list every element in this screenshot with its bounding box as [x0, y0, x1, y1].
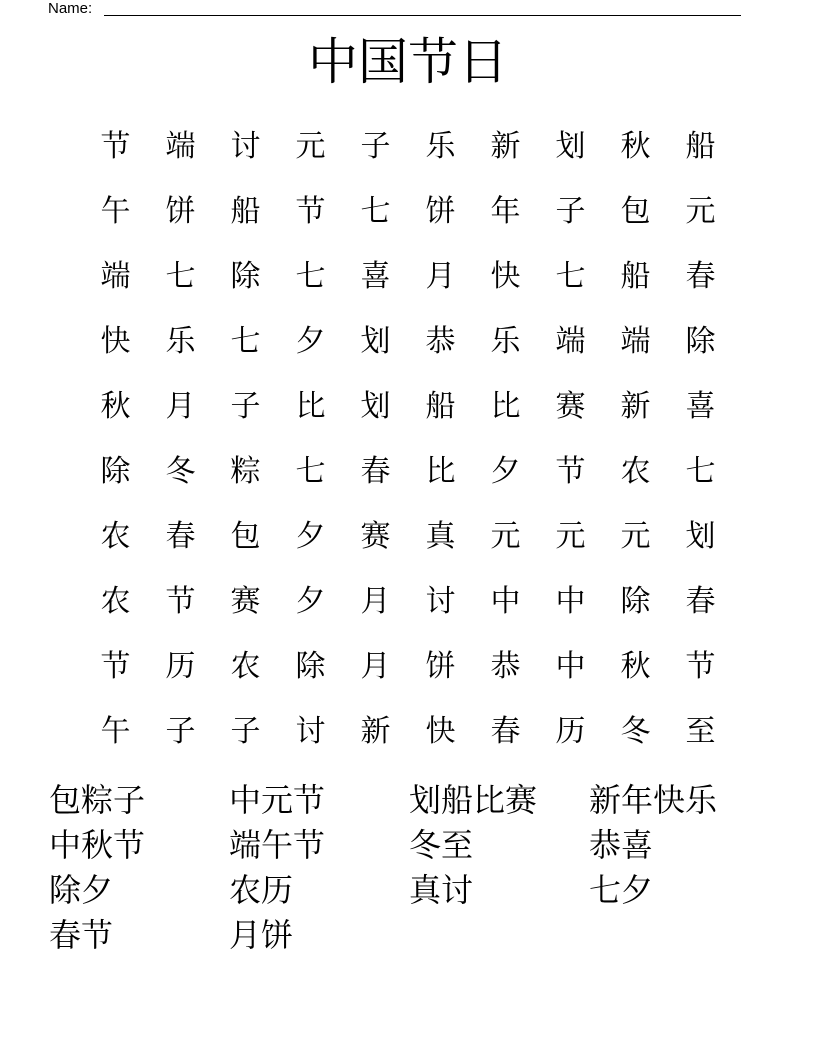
grid-cell[interactable]: 春	[685, 583, 716, 619]
grid-cell[interactable]: 除	[230, 258, 261, 294]
word-list-item: 端午节	[229, 826, 326, 864]
grid-cell[interactable]: 年	[490, 193, 521, 229]
grid-cell[interactable]: 节	[165, 583, 196, 619]
grid-cell[interactable]: 讨	[425, 583, 456, 619]
grid-cell[interactable]: 除	[620, 583, 651, 619]
grid-cell[interactable]: 冬	[165, 453, 196, 489]
word-list	[49, 778, 769, 958]
grid-cell[interactable]: 节	[100, 648, 131, 684]
grid-cell[interactable]: 至	[685, 713, 716, 749]
grid-cell[interactable]: 赛	[555, 388, 586, 424]
page-title: 中国节日	[308, 33, 508, 91]
grid-cell[interactable]: 乐	[165, 323, 196, 359]
grid-cell[interactable]: 元	[685, 193, 716, 229]
grid-cell[interactable]: 秋	[100, 388, 131, 424]
grid-cell[interactable]: 饼	[165, 193, 196, 229]
grid-cell[interactable]: 七	[230, 323, 261, 359]
grid-cell[interactable]: 船	[230, 193, 261, 229]
word-list-item: 包粽子	[49, 781, 146, 819]
grid-cell[interactable]: 七	[555, 258, 586, 294]
grid-cell[interactable]: 讨	[295, 713, 326, 749]
grid-cell[interactable]: 元	[620, 518, 651, 554]
grid-cell[interactable]: 饼	[425, 193, 456, 229]
grid-cell[interactable]: 月	[360, 648, 391, 684]
grid-cell[interactable]: 船	[685, 128, 716, 164]
grid-cell[interactable]: 午	[100, 713, 131, 749]
grid-cell[interactable]: 七	[685, 453, 716, 489]
grid-cell[interactable]: 除	[295, 648, 326, 684]
grid-cell[interactable]: 划	[360, 323, 391, 359]
grid-cell[interactable]: 春	[165, 518, 196, 554]
word-search-grid	[83, 110, 733, 760]
grid-cell[interactable]: 船	[620, 258, 651, 294]
grid-cell[interactable]: 赛	[230, 583, 261, 619]
grid-cell[interactable]: 七	[295, 453, 326, 489]
word-list-item: 新年快乐	[589, 781, 718, 819]
grid-cell[interactable]: 月	[165, 388, 196, 424]
grid-cell[interactable]: 真	[425, 518, 456, 554]
grid-cell[interactable]: 比	[490, 388, 521, 424]
grid-cell[interactable]: 子	[230, 388, 261, 424]
grid-cell[interactable]: 月	[425, 258, 456, 294]
word-list-item: 月饼	[229, 916, 294, 954]
grid-cell[interactable]: 恭	[425, 323, 456, 359]
word-list-item: 农历	[229, 871, 294, 909]
name-write-line[interactable]	[104, 15, 741, 16]
grid-cell[interactable]: 子	[360, 128, 391, 164]
grid-cell[interactable]: 春	[685, 258, 716, 294]
grid-cell[interactable]: 秋	[620, 128, 651, 164]
word-list-item: 中元节	[229, 781, 326, 819]
grid-cell[interactable]: 除	[685, 323, 716, 359]
grid-cell[interactable]: 节	[555, 453, 586, 489]
grid-cell[interactable]: 快	[490, 258, 521, 294]
grid-cell[interactable]: 七	[165, 258, 196, 294]
grid-cell[interactable]: 端	[620, 323, 651, 359]
grid-cell[interactable]: 农	[100, 518, 131, 554]
word-list-item: 七夕	[589, 871, 654, 909]
name-label: Name:	[48, 0, 93, 17]
grid-cell[interactable]: 农	[620, 453, 651, 489]
grid-cell[interactable]: 月	[360, 583, 391, 619]
grid-cell[interactable]: 春	[360, 453, 391, 489]
grid-cell[interactable]: 历	[555, 713, 586, 749]
grid-cell[interactable]: 划	[685, 518, 716, 554]
word-list-item: 划船比赛	[409, 781, 538, 819]
grid-cell[interactable]: 快	[100, 323, 131, 359]
grid-cell[interactable]: 新	[490, 128, 521, 164]
grid-cell[interactable]: 划	[360, 388, 391, 424]
grid-cell[interactable]: 节	[100, 128, 131, 164]
word-list-item: 中秋节	[49, 826, 146, 864]
grid-cell[interactable]: 喜	[685, 388, 716, 424]
grid-cell[interactable]: 农	[230, 648, 261, 684]
grid-cell[interactable]: 秋	[620, 648, 651, 684]
grid-cell[interactable]: 历	[165, 648, 196, 684]
grid-cell[interactable]: 元	[490, 518, 521, 554]
grid-cell[interactable]: 赛	[360, 518, 391, 554]
grid-cell[interactable]: 中	[555, 583, 586, 619]
grid-cell[interactable]: 中	[490, 583, 521, 619]
grid-cell[interactable]: 七	[295, 258, 326, 294]
grid-cell[interactable]: 讨	[230, 128, 261, 164]
grid-cell[interactable]: 新	[360, 713, 391, 749]
grid-cell[interactable]: 节	[685, 648, 716, 684]
grid-cell[interactable]: 夕	[295, 583, 326, 619]
grid-cell[interactable]: 端	[165, 128, 196, 164]
grid-cell[interactable]: 七	[360, 193, 391, 229]
grid-cell[interactable]: 元	[555, 518, 586, 554]
grid-cell[interactable]: 节	[295, 193, 326, 229]
grid-cell[interactable]: 子	[165, 713, 196, 749]
word-list-item: 恭喜	[589, 826, 654, 864]
grid-cell[interactable]: 冬	[620, 713, 651, 749]
grid-cell[interactable]: 夕	[295, 323, 326, 359]
grid-cell[interactable]: 夕	[295, 518, 326, 554]
grid-cell[interactable]: 端	[100, 258, 131, 294]
grid-cell[interactable]: 夕	[490, 453, 521, 489]
grid-cell[interactable]: 子	[555, 193, 586, 229]
word-list-item: 真讨	[409, 871, 474, 909]
grid-cell[interactable]: 元	[295, 128, 326, 164]
grid-cell[interactable]: 端	[555, 323, 586, 359]
word-list-item: 春节	[49, 916, 114, 954]
grid-cell[interactable]: 乐	[425, 128, 456, 164]
word-list-item: 除夕	[49, 871, 114, 909]
grid-cell[interactable]: 粽	[230, 453, 261, 489]
grid-cell[interactable]: 午	[100, 193, 131, 229]
grid-cell[interactable]: 比	[425, 453, 456, 489]
grid-cell[interactable]: 划	[555, 128, 586, 164]
grid-cell[interactable]: 恭	[490, 648, 521, 684]
grid-cell[interactable]: 中	[555, 648, 586, 684]
grid-cell[interactable]: 除	[100, 453, 131, 489]
grid-cell[interactable]: 农	[100, 583, 131, 619]
grid-cell[interactable]: 包	[620, 193, 651, 229]
grid-cell[interactable]: 饼	[425, 648, 456, 684]
grid-cell[interactable]: 喜	[360, 258, 391, 294]
grid-cell[interactable]: 春	[490, 713, 521, 749]
grid-cell[interactable]: 乐	[490, 323, 521, 359]
grid-cell[interactable]: 比	[295, 388, 326, 424]
grid-cell[interactable]: 子	[230, 713, 261, 749]
word-list-item: 冬至	[409, 826, 474, 864]
grid-cell[interactable]: 船	[425, 388, 456, 424]
grid-cell[interactable]: 新	[620, 388, 651, 424]
grid-cell[interactable]: 包	[230, 518, 261, 554]
grid-cell[interactable]: 快	[425, 713, 456, 749]
